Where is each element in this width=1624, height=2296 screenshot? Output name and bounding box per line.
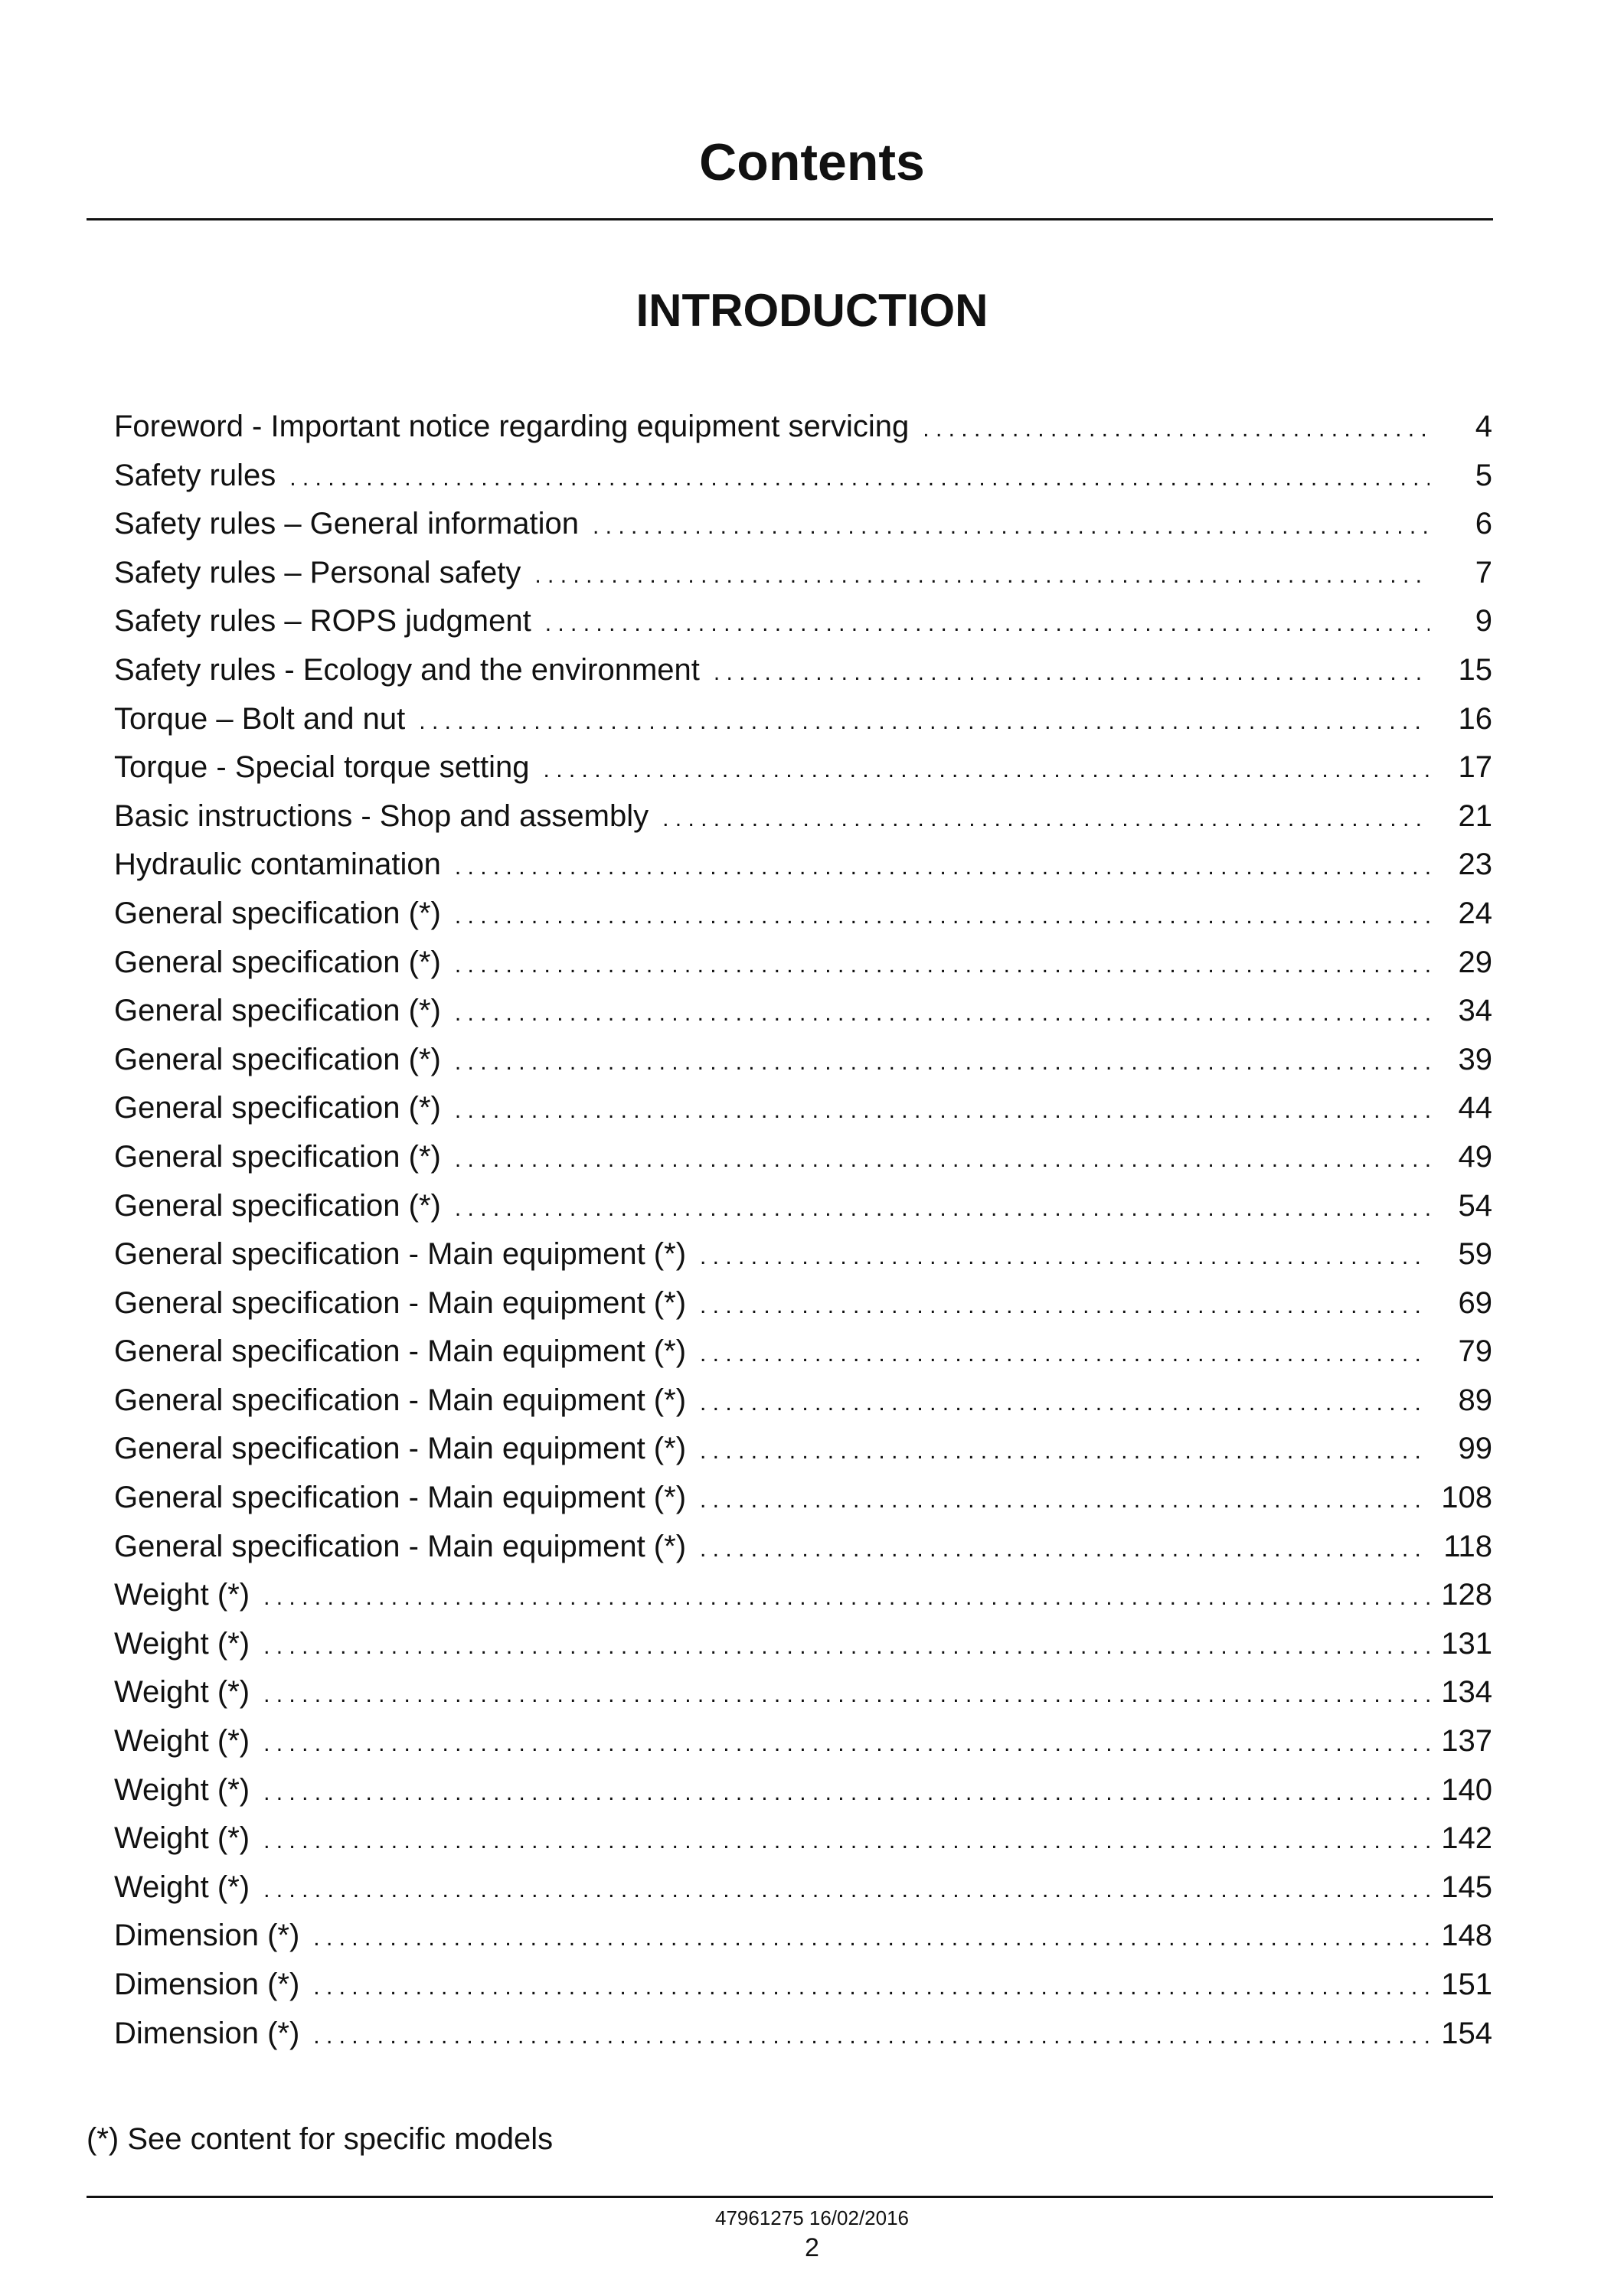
toc-dot-leader	[700, 1233, 1430, 1282]
toc-entry[interactable]	[114, 1474, 1492, 1523]
toc-entry-page-number: 145	[1441, 1870, 1492, 1904]
toc-dot-leader	[714, 648, 1430, 697]
toc-entry-title: Weight (*)	[114, 1772, 250, 1807]
toc-dot-leader	[455, 1135, 1430, 1184]
toc-entry[interactable]	[114, 452, 1492, 501]
toc-entry-page-number: 69	[1458, 1285, 1492, 1320]
toc-entry[interactable]	[114, 2010, 1492, 2059]
toc-entry[interactable]	[114, 987, 1492, 1036]
toc-entry-title: Weight (*)	[114, 1821, 250, 1856]
toc-entry-title: Foreword - Important notice regarding equipment servicing	[114, 410, 910, 443]
toc-dot-leader	[923, 405, 1430, 454]
toc-entry-title: Torque - Special torque setting	[114, 750, 530, 785]
document-reference: 47961275 16/02/2016	[714, 2206, 910, 2229]
footer-divider	[87, 2196, 1493, 2198]
toc-dot-leader	[455, 1038, 1430, 1087]
toc-entry[interactable]	[114, 597, 1492, 646]
toc-dot-leader	[700, 1282, 1430, 1331]
toc-entry-page-number: 15	[1458, 652, 1492, 687]
toc-entry-title: Weight (*)	[114, 1870, 250, 1904]
toc-entry[interactable]	[114, 1328, 1492, 1377]
toc-entry-title: Safety rules – Personal safety	[114, 555, 521, 590]
toc-entry-title: General specification - Main equipment (*)	[114, 1481, 687, 1515]
toc-entry-page-number: 118	[1443, 1529, 1492, 1563]
toc-entry-page-number: 137	[1441, 1724, 1492, 1759]
toc-entry[interactable]	[114, 743, 1492, 792]
toc-entry-title: General specification (*)	[114, 1042, 441, 1076]
toc-entry[interactable]	[114, 1814, 1492, 1863]
toc-dot-leader	[263, 1573, 1430, 1622]
toc-entry[interactable]	[114, 1084, 1492, 1133]
toc-entry-title: Safety rules – ROPS judgment	[114, 604, 531, 639]
toc-entry[interactable]	[114, 1036, 1492, 1085]
toc-dot-leader	[662, 795, 1430, 844]
toc-dot-leader	[263, 1720, 1430, 1769]
toc-entry[interactable]	[114, 841, 1492, 890]
toc-dot-leader	[700, 1330, 1430, 1379]
toc-entry[interactable]	[114, 1912, 1492, 1961]
toc-entry-page-number: 89	[1458, 1383, 1492, 1417]
toc-dot-leader	[700, 1379, 1430, 1428]
toc-entry-title: Safety rules	[114, 458, 276, 492]
toc-entry[interactable]	[114, 890, 1492, 939]
toc-dot-leader	[263, 1769, 1430, 1818]
toc-dot-leader	[545, 599, 1430, 648]
toc-entry[interactable]	[114, 1182, 1492, 1231]
toc-entry[interactable]	[114, 1133, 1492, 1182]
header-divider	[87, 218, 1493, 220]
toc-entry-page-number: 49	[1458, 1139, 1492, 1174]
toc-entry-page-number: 54	[1458, 1188, 1492, 1223]
toc-dot-leader	[534, 551, 1430, 600]
toc-entry-title: Dimension (*)	[114, 1919, 300, 1953]
section-title: INTRODUCTION	[636, 285, 988, 336]
toc-entry-page-number: 59	[1458, 1237, 1492, 1272]
toc-dot-leader	[313, 2012, 1430, 2061]
toc-entry-title: Weight (*)	[114, 1724, 250, 1759]
toc-entry-title: General specification - Main equipment (*)	[114, 1383, 687, 1417]
toc-dot-leader	[313, 1914, 1430, 1963]
toc-entry-page-number: 154	[1441, 2016, 1492, 2050]
toc-entry-title: General specification (*)	[114, 945, 441, 979]
toc-entry[interactable]	[114, 1230, 1492, 1279]
toc-entry-title: General specification - Main equipment (*)	[114, 1237, 687, 1272]
toc-entry-page-number: 4	[1475, 410, 1492, 443]
toc-dot-leader	[263, 1866, 1430, 1915]
toc-entry-title: General specification (*)	[114, 1139, 441, 1174]
toc-entry-title: General specification (*)	[114, 994, 441, 1028]
toc-entry[interactable]	[114, 1717, 1492, 1766]
toc-entry-page-number: 151	[1441, 1968, 1492, 2001]
toc-entry-title: General specification (*)	[114, 1091, 441, 1125]
toc-dot-leader	[544, 746, 1430, 795]
toc-entry-page-number: 21	[1458, 799, 1492, 833]
toc-entry-page-number: 140	[1441, 1772, 1492, 1807]
toc-entry-page-number: 128	[1441, 1578, 1492, 1612]
toc-entry-page-number: 24	[1458, 896, 1492, 930]
toc-entry-page-number: 16	[1458, 701, 1492, 736]
toc-entry-title: General specification - Main equipment (*)	[114, 1285, 687, 1320]
toc-entry-page-number: 23	[1458, 848, 1492, 882]
toc-entry[interactable]	[114, 1425, 1492, 1474]
toc-entry-title: Dimension (*)	[114, 1968, 300, 2001]
toc-dot-leader	[455, 989, 1430, 1038]
toc-entry-title: Weight (*)	[114, 1578, 250, 1612]
toc-entry[interactable]	[114, 939, 1492, 988]
toc-entry-page-number: 6	[1475, 507, 1492, 541]
toc-entry-title: General specification - Main equipment (*)	[114, 1432, 687, 1466]
toc-dot-leader	[700, 1525, 1430, 1574]
toc-dot-leader	[593, 502, 1430, 551]
toc-entry[interactable]	[114, 1668, 1492, 1717]
toc-entry-page-number: 131	[1441, 1626, 1492, 1661]
toc-entry-title: Safety rules – General information	[114, 507, 579, 541]
toc-entry[interactable]	[114, 1279, 1492, 1328]
page-title: Contents	[699, 133, 925, 191]
toc-entry-title: General specification (*)	[114, 896, 441, 930]
toc-entry-page-number: 44	[1458, 1091, 1492, 1125]
toc-dot-leader	[263, 1622, 1430, 1671]
toc-entry-page-number: 39	[1458, 1042, 1492, 1076]
table-of-contents	[114, 403, 1492, 2058]
toc-entry[interactable]	[114, 1620, 1492, 1669]
toc-entry-page-number: 9	[1475, 604, 1492, 639]
toc-entry-title: Torque – Bolt and nut	[114, 701, 406, 736]
toc-dot-leader	[700, 1476, 1430, 1525]
toc-dot-leader	[455, 892, 1430, 941]
toc-dot-leader	[419, 697, 1430, 746]
toc-entry[interactable]	[114, 1961, 1492, 2010]
toc-dot-leader	[263, 1817, 1430, 1866]
toc-entry-page-number: 79	[1458, 1334, 1492, 1369]
footnote: (*) See content for specific models	[87, 2122, 554, 2156]
toc-dot-leader	[455, 1086, 1430, 1135]
toc-entry[interactable]	[114, 500, 1492, 549]
toc-dot-leader	[263, 1671, 1430, 1720]
toc-entry[interactable]	[114, 646, 1492, 695]
page-number: 2	[805, 2233, 819, 2262]
toc-entry-page-number: 7	[1475, 555, 1492, 590]
toc-entry[interactable]	[114, 1863, 1492, 1912]
toc-entry[interactable]	[114, 549, 1492, 598]
toc-entry-title: Weight (*)	[114, 1675, 250, 1710]
toc-dot-leader	[455, 843, 1430, 892]
toc-entry-page-number: 29	[1458, 945, 1492, 979]
toc-entry-title: General specification - Main equipment (*)	[114, 1334, 687, 1369]
toc-entry-title: Basic instructions - Shop and assembly	[114, 799, 649, 833]
toc-dot-leader	[700, 1427, 1430, 1476]
toc-entry-page-number: 5	[1475, 458, 1492, 492]
toc-entry-page-number: 134	[1441, 1675, 1492, 1710]
toc-entry[interactable]	[114, 1571, 1492, 1620]
toc-entry-page-number: 17	[1458, 750, 1492, 785]
toc-entry-title: General specification (*)	[114, 1188, 441, 1223]
toc-entry[interactable]	[114, 403, 1492, 452]
toc-entry[interactable]	[114, 695, 1492, 744]
toc-dot-leader	[313, 1963, 1430, 2012]
toc-entry-title: Safety rules - Ecology and the environment	[114, 652, 700, 687]
toc-entry[interactable]	[114, 1766, 1492, 1815]
toc-entry-title: Dimension (*)	[114, 2016, 300, 2050]
toc-entry-title: General specification - Main equipment (*)	[114, 1529, 687, 1563]
toc-entry-page-number: 142	[1441, 1821, 1492, 1856]
toc-entry-page-number: 34	[1458, 994, 1492, 1028]
toc-entry-page-number: 108	[1441, 1481, 1492, 1515]
toc-dot-leader	[455, 1184, 1430, 1233]
toc-dot-leader	[455, 941, 1430, 990]
toc-entry[interactable]	[114, 1523, 1492, 1572]
toc-entry-title: Hydraulic contamination	[114, 848, 441, 882]
toc-entry-title: Weight (*)	[114, 1626, 250, 1661]
toc-entry-page-number: 148	[1441, 1919, 1492, 1953]
toc-entry[interactable]	[114, 1377, 1492, 1426]
toc-dot-leader	[289, 454, 1430, 503]
toc-entry-page-number: 99	[1458, 1432, 1492, 1466]
toc-entry[interactable]	[114, 792, 1492, 841]
